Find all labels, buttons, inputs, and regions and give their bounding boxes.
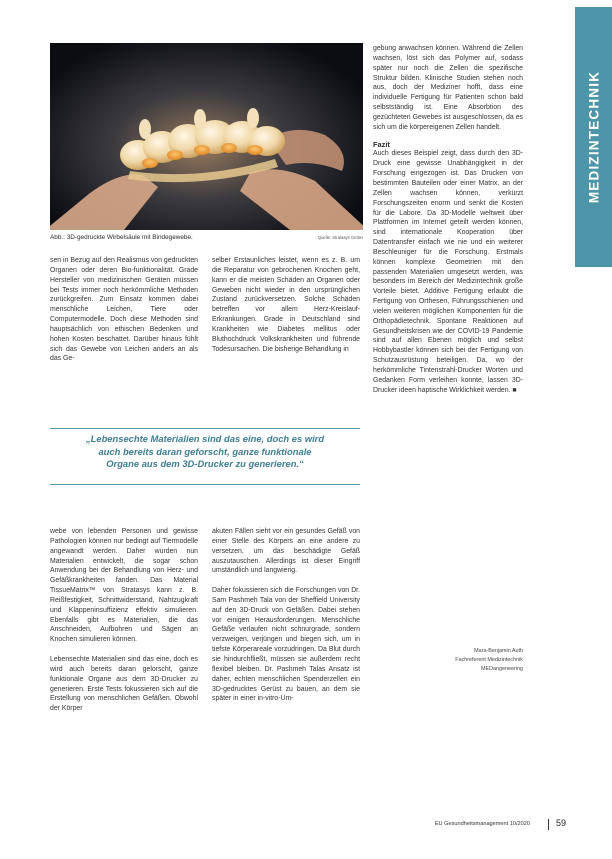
author-company: MEDangeneering xyxy=(481,666,523,672)
vertebrae-group xyxy=(120,108,285,182)
col3-paragraph-1: gebung anwachsen können. Während die Zellen wachsen, löst sich das Polymer auf, sodass später nur noch die Zellen die spezifische Struktur bilden. Klinische Studien stehen noch aus, doch der Mediziner hofft, dass eine individuelle Fertigung für Patienten schon bald selbstständig ist. Eine Absorbtion des gezüchteten Gewebes ist ausgeschlossen, da es sich um die körpereigenen Zellen handelt. xyxy=(373,45,523,131)
pull-quote-line-1: „Lebensechte Materialien sind das eine, doch es wird xyxy=(85,433,325,444)
pull-quote-line-2: auch bereits daran geforscht, ganze funktionale xyxy=(98,445,312,457)
footer-divider xyxy=(548,819,549,830)
col1-paragraph-1: sen in Bezug auf den Realismus von gedruckten Organen oder deren Bio-funktionalität. Grade Hersteller von medizinischen Geräten müssen bei Tests immer noch herkömmliche Methoden zurückgreifen. Zum Einsatz kommen dabei menschliche Leichen, Tiere oder Computermodelle. Doch diese Methoden sind hauptsächlich von ethischen Bedenken und hohen Kosten beschattet. Darüber hinaus fühlt sich das Gewebe von Leichen anders an als das Ge- xyxy=(50,257,198,363)
footer-journal: EU Gesundheitsmanagement 10/2020 xyxy=(434,821,530,827)
column-3 xyxy=(373,44,523,396)
quote-rule-top xyxy=(50,428,360,429)
page-number: 59 xyxy=(556,818,567,828)
caption-text: Abb.: 3D-gedruckte Wirbelsäule mit Bindegewebe. xyxy=(50,234,193,241)
column-1-top xyxy=(50,256,198,364)
column-2-top xyxy=(212,256,360,354)
author-role: Fachreferent Medizintechnik xyxy=(455,657,523,663)
col1-paragraph-2: webe von lebenden Personen und gewisse Pathologien können nur bedingt auf Tiermodelle angewandt werden. Daher wurden nun Materialien entwickelt, die sogar schon Anwendung bei der Behandlung von Herz- und Gefäßkrankheiten fanden. Das Material TissueMatrix™ von Stratasys kann z. B. Reißfestigkeit, Schnittwiderstand, Nahtzugkraft und Klappeninsuffizienz effektiv simulieren. Ebenfalls gibt es Materialien, die das Anschneiden, Aufbohren und Sägen an Knochen simulieren können. xyxy=(50,528,198,644)
author-name: Mara-Benjamin Auth xyxy=(474,648,523,654)
spine-illustration xyxy=(50,43,363,230)
col2-paragraph-1: selber Erstaunliches leistet, wenn es z. B. um die Reparatur von gebrochenen Knochen geht, kann er die meisten Schäden an Organen oder Geweben nicht wieder in den ursprünglichen Zustand zurückversetzen. Solche Schäden betreffen vor allem Herz-Kreislauf-Erkrankungen. Grade in Deutschland sind Krankheiten wie Diabetes mellitus oder Bluthochdruck Volkskrankheiten und führende Todesursachen. Die bisherige Behandlung in xyxy=(212,257,360,353)
figure-caption xyxy=(50,233,363,243)
column-2-bottom xyxy=(212,527,360,704)
left-hand-shape xyxy=(50,174,158,230)
pull-quote-line-3: Organe aus dem 3D-Drucker zu generieren.“ xyxy=(106,458,304,470)
section-tab-label: MEDIZINTECHNIK xyxy=(586,70,601,204)
spine-photo xyxy=(50,43,363,230)
right-hand-shape xyxy=(240,169,363,230)
section-tab xyxy=(575,7,612,267)
column-1-bottom xyxy=(50,527,198,714)
col1-paragraph-3: Lebensechte Materialien sind das eine, doch es wird auch bereits daran gelorscht, ganze funktionale Organe aus dem 3D-Drucker zu generieren. Erste Tests fokussieren sich auf die Erstellung von menschlichen Gefäßen. Obwohl der Körper xyxy=(50,655,198,713)
col2-paragraph-3: Daher fokussieren sich die Forschungen von Dr. Sam Pashmeh Tala von der Sheffield University auf den 3D-Druck von Gefäßen. Dabei stehen vor einigen Herausforderungen. Menschliche Gefäße verlaufen nicht schnurgrade, sondern verzweigen, verjüngen und biegen sich, um in tiefste Körperareale vorzudringen. Da Blut durch sie hindurchfließt, müssen sie außerdem recht flexibel bleiben. Dr. Pashmeh Talas Ansatz ist daher, echten menschlichen Spenderzellen ein 3D-gedrucktes Gerüst zu bauen, an dem sie später in einer in-vitro-Um- xyxy=(212,587,360,703)
photo-credit: Quelle: Stratasys GmbH xyxy=(317,235,363,240)
author-block xyxy=(373,647,523,674)
col3-paragraph-2: Auch dieses Beispiel zeigt, dass durch den 3D-Druck eine gewisse Unabhängigkeit in der Forschung eingezogen ist. Das Drucken von bestimmten Bauteilen oder einer Matrix, an der Zellen wachsen können, verkürzt Forschungszeiten enorm und senkt die Kosten für die Labore. Da 3D-Modelle weltweit über Plattformen im Internet geteilt werden können, sind internationale Kooperation über Datentransfer einfach wie nie und ein weiterer Beschleuniger für die Forschung. Erstmals können komplexe Geometrien mit den passenden Materialien umgesetzt werden, was besonders im Bereich der Medizintechnik große Vorteile bietet. Additive Fertigung erlaubt die Fertigung von Orthesen, Führungsschienen und vielen weiteren möglichen Komponenten für die Orthopädietechnik. Spontane Reaktionen auf Gesundheitskrisen wie der COVID-19 Pandemie sind auf allen Ebenen möglich und selbst Hobbybastler können sich bei der Fertigung von Schutzausrüstung beteiligen. Da, wo der herkömmliche Tintenstrahl-Drucker Worten und Gedanken Form verleihen konnte, lassen 3D-Drucker ideen haptische Wirklichkeit werden. ■ xyxy=(373,150,523,394)
pull-quote xyxy=(50,433,360,471)
col2-paragraph-2: akuten Fällen sieht vor ein gesundes Gefäß von einer Stelle des Körpers an eine andere zu versetzen, um das beschädigte Gefäß auszutauschen. Allerdings ist dieser Eingriff umständlich und langwierig. xyxy=(212,528,360,575)
quote-rule-bottom xyxy=(50,484,360,485)
fazit-heading: Fazit xyxy=(373,139,390,149)
